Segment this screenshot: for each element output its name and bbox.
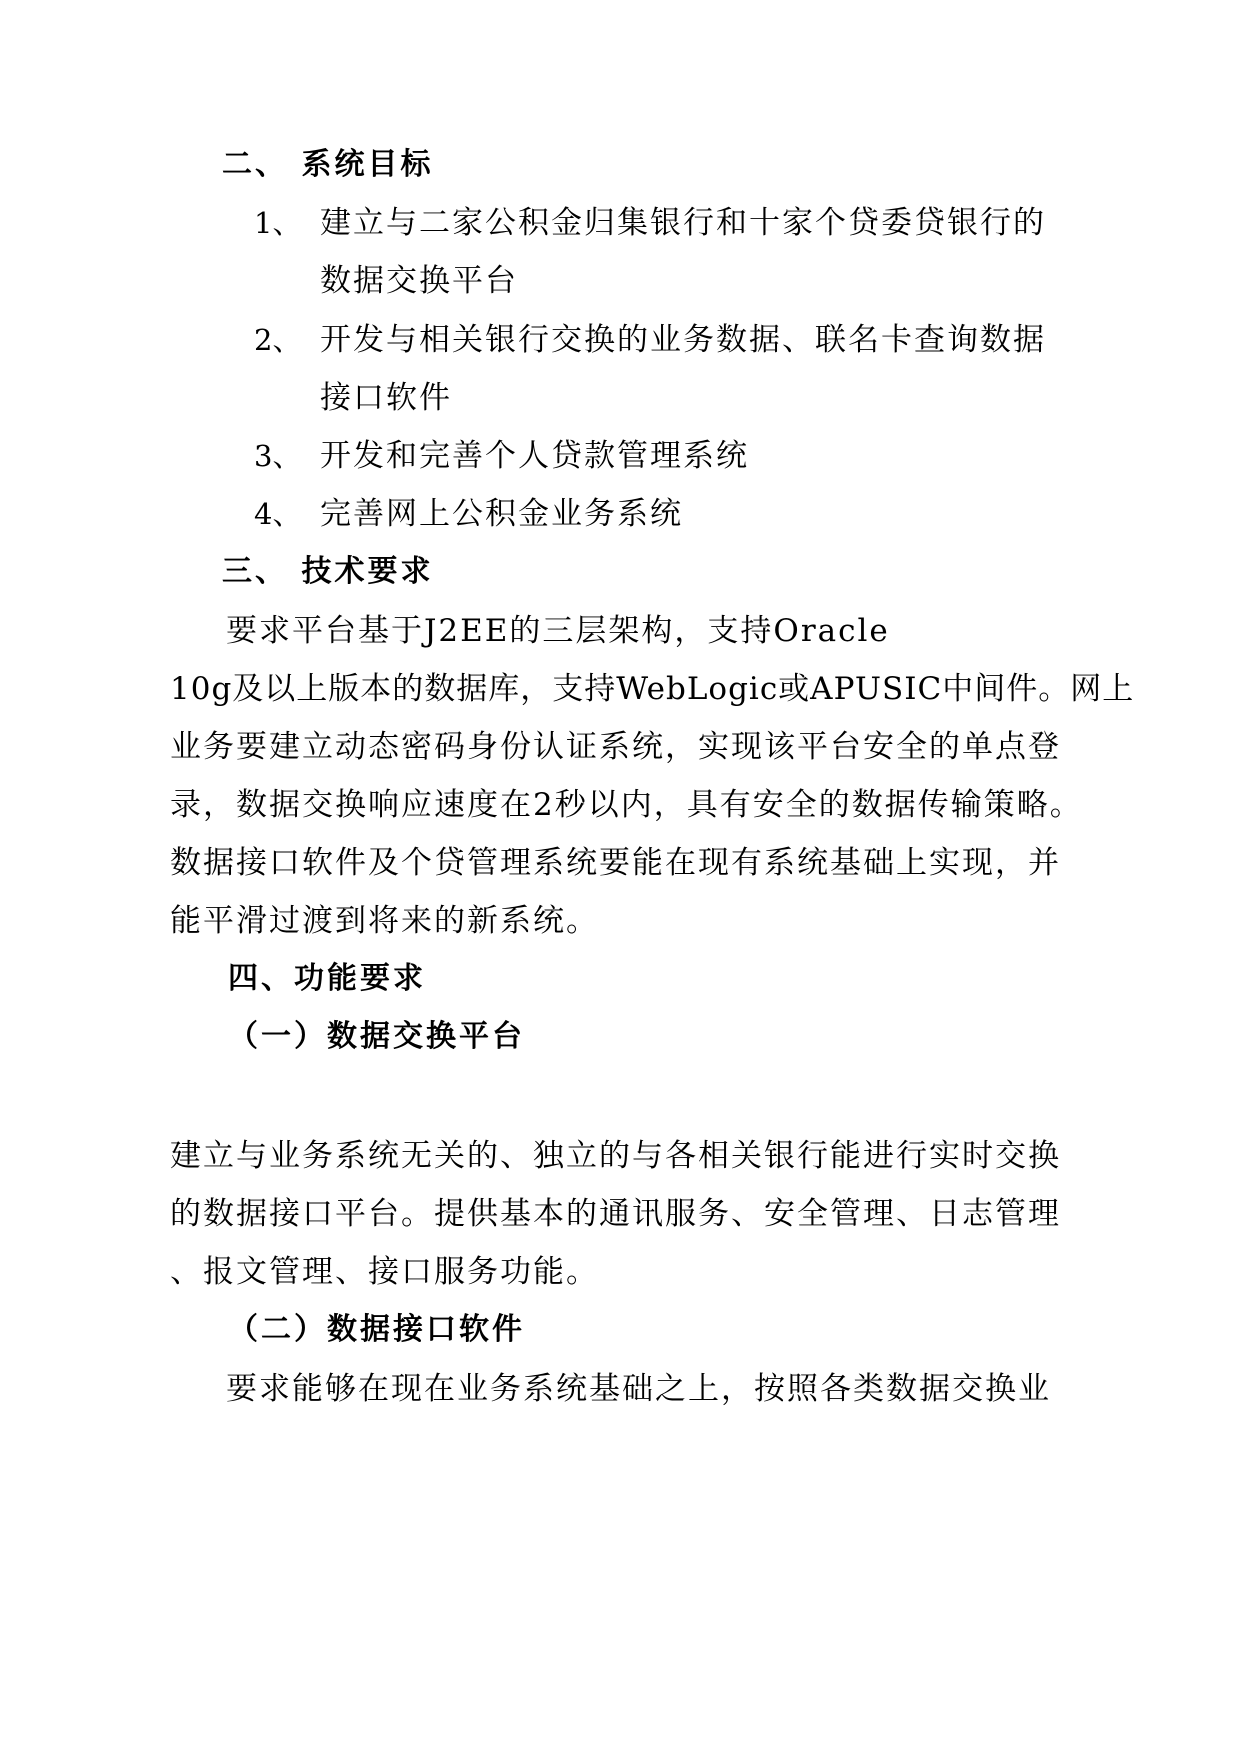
paragraph-line: 数据接口软件及个贷管理系统要能在现有系统基础上实现，并 bbox=[170, 845, 1061, 881]
list-item-number: 1、 bbox=[254, 206, 302, 240]
section-heading-goals: 二、 系统目标 bbox=[222, 147, 434, 182]
paragraph-line: 录，数据交换响应速度在2秒以内，具有安全的数据传输策略。 bbox=[170, 787, 1083, 823]
list-item-text: 建立与二家公积金归集银行和十家个贷委贷银行的 bbox=[320, 205, 1046, 241]
list-item-text: 开发和完善个人贷款管理系统 bbox=[320, 438, 749, 474]
paragraph-line: 能平滑过渡到将来的新系统。 bbox=[170, 903, 599, 939]
paragraph-line: 要求能够在现在业务系统基础之上，按照各类数据交换业 bbox=[226, 1371, 1051, 1407]
section-heading-tech: 三、 技术要求 bbox=[222, 554, 434, 589]
list-item-text: 接口软件 bbox=[320, 380, 452, 416]
list-item-number: 3、 bbox=[254, 439, 302, 473]
paragraph-line: 的数据接口平台。提供基本的通讯服务、安全管理、日志管理 bbox=[170, 1196, 1061, 1232]
paragraph-line: 、报文管理、接口服务功能。 bbox=[170, 1254, 599, 1290]
paragraph-line: 业务要建立动态密码身份认证系统，实现该平台安全的单点登 bbox=[170, 729, 1061, 765]
list-item-text: 数据交换平台 bbox=[320, 263, 518, 299]
paragraph-line: 10g及以上版本的数据库，支持WebLogic或APUSIC中间件。网上 bbox=[170, 671, 1135, 707]
paragraph-line: 建立与业务系统无关的、独立的与各相关银行能进行实时交换 bbox=[170, 1138, 1061, 1174]
list-item-number: 2、 bbox=[254, 323, 302, 357]
subsection-heading-interface-software: （二）数据接口软件 bbox=[228, 1312, 525, 1347]
list-item-text: 开发与相关银行交换的业务数据、联名卡查询数据 bbox=[320, 322, 1046, 358]
subsection-heading-exchange-platform: （一）数据交换平台 bbox=[228, 1019, 525, 1054]
list-item-number: 4、 bbox=[254, 497, 302, 531]
paragraph-line: 要求平台基于J2EE的三层架构，支持Oracle bbox=[226, 613, 890, 649]
section-heading-function: 四、功能要求 bbox=[228, 961, 426, 996]
list-item-text: 完善网上公积金业务系统 bbox=[320, 496, 683, 532]
